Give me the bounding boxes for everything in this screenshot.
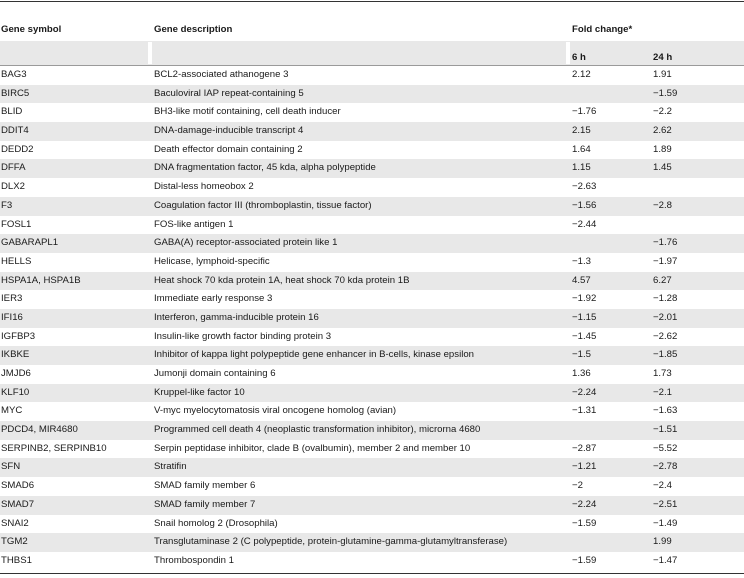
header-6h: 6 h <box>572 52 586 63</box>
fold-change-6h-cell: −2.87 <box>572 442 597 454</box>
fold-change-24h-cell: −2.78 <box>653 461 678 473</box>
header-gene-symbol: Gene symbol <box>1 24 62 35</box>
gene-symbol-cell: IGFBP3 <box>1 330 36 342</box>
fold-change-24h-cell: −2.62 <box>653 330 678 342</box>
fold-change-24h-cell: −2.4 <box>653 480 672 492</box>
gene-symbol-cell: DDIT4 <box>1 125 29 137</box>
gene-symbol-cell: BLID <box>1 106 23 118</box>
gene-symbol-cell: HSPA1A, HSPA1B <box>1 274 81 286</box>
gene-description-cell: V-myc myelocytomatosis viral oncogene homolog (avian) <box>154 405 397 417</box>
fold-change-24h-cell: −5.52 <box>653 442 678 454</box>
gene-symbol-cell: SFN <box>1 461 21 473</box>
gene-symbol-cell: DLX2 <box>1 181 25 193</box>
table-row <box>0 384 744 403</box>
fold-change-24h-cell: −1.85 <box>653 349 678 361</box>
gene-description-cell: Interferon, gamma-inducible protein 16 <box>154 311 319 323</box>
fold-change-6h-cell: −2.24 <box>572 386 597 398</box>
table-row <box>0 477 744 496</box>
gene-description-cell: Coagulation factor III (thromboplastin, tissue factor) <box>154 199 372 211</box>
fold-change-6h-cell: −1.59 <box>572 554 597 566</box>
table-row <box>0 458 744 477</box>
fold-change-24h-cell: 1.73 <box>653 368 672 379</box>
gene-symbol-cell: IKBKE <box>1 349 30 361</box>
gene-description-cell: Immediate early response 3 <box>154 293 273 305</box>
gene-description-cell: Stratifin <box>154 461 187 473</box>
table-body <box>0 66 744 571</box>
gene-symbol-cell: PDCD4, MIR4680 <box>1 424 78 436</box>
table-row <box>0 515 744 534</box>
gene-description-cell: Insulin-like growth factor binding protein 3 <box>154 330 332 342</box>
fold-change-6h-cell: −2.44 <box>572 218 597 230</box>
header-gene-description: Gene description <box>154 24 233 35</box>
gene-description-cell: Heat shock 70 kda protein 1A, heat shock 70 kda protein 1B <box>154 274 410 286</box>
fold-change-24h-cell: −1.49 <box>653 517 678 529</box>
fold-change-6h-cell: 1.15 <box>572 162 591 174</box>
fold-change-6h-cell: −1.21 <box>572 461 597 473</box>
header-fold-change: Fold change* <box>572 24 633 35</box>
gene-symbol-cell: THBS1 <box>1 554 32 566</box>
header-row-primary <box>0 24 744 41</box>
gene-description-cell: Helicase, lymphoid-specific <box>154 255 270 267</box>
gene-description-cell: Snail homolog 2 (Drosophila) <box>154 517 278 529</box>
fold-change-24h-cell: 1.89 <box>653 143 672 155</box>
header-24h: 24 h <box>653 52 673 63</box>
gene-symbol-cell: SMAD7 <box>1 498 35 510</box>
fold-change-24h-cell: −1.63 <box>653 405 678 417</box>
gene-description-cell: BH3-like motif containing, cell death inducer <box>154 106 341 118</box>
gene-symbol-cell: GABARAPL1 <box>1 237 59 249</box>
fold-change-24h-cell: 6.27 <box>653 274 672 286</box>
fold-change-24h-cell: −1.76 <box>653 237 678 249</box>
fold-change-24h-cell: −1.47 <box>653 554 678 566</box>
gene-symbol-cell: SERPINB2, SERPINB10 <box>1 442 107 454</box>
gene-description-cell: Inhibitor of kappa light polypeptide gene enhancer in B-cells, kinase epsilon <box>154 349 474 361</box>
gene-description-cell: Transglutaminase 2 (C polypeptide, protein-glutamine-gamma-glutamyltransferase) <box>154 536 508 548</box>
table-row <box>0 290 744 309</box>
gene-symbol-cell: FOSL1 <box>1 218 32 230</box>
table-row <box>0 141 744 160</box>
fold-change-6h-cell: −1.5 <box>572 349 591 361</box>
table-row <box>0 346 744 365</box>
gene-description-cell: Programmed cell death 4 (neoplastic transformation inhibitor), microrna 4680 <box>154 424 481 436</box>
gene-symbol-cell: BAG3 <box>1 69 27 80</box>
gene-description-cell: Serpin peptidase inhibitor, clade B (ovalbumin), member 2 and member 10 <box>154 442 471 454</box>
header-gap <box>566 42 570 64</box>
gene-description-cell: BCL2-associated athanogene 3 <box>154 69 289 80</box>
fold-change-24h-cell: −1.28 <box>653 293 678 305</box>
gene-description-cell: Kruppel-like factor 10 <box>154 386 245 398</box>
fold-change-6h-cell: −2 <box>572 480 583 492</box>
gene-description-cell: Distal-less homeobox 2 <box>154 181 254 193</box>
fold-change-6h-cell: −1.76 <box>572 106 597 118</box>
fold-change-6h-cell: −1.45 <box>572 330 597 342</box>
fold-change-6h-cell: −1.56 <box>572 199 597 211</box>
fold-change-6h-cell: −1.3 <box>572 255 591 267</box>
gene-description-cell: SMAD family member 7 <box>154 498 256 510</box>
gene-description-cell: Jumonji domain containing 6 <box>154 368 276 379</box>
fold-change-6h-cell: −1.31 <box>572 405 597 417</box>
fold-change-24h-cell: −2.8 <box>653 199 672 211</box>
gene-description-cell: Thrombospondin 1 <box>154 554 234 566</box>
top-rule <box>0 1 744 2</box>
gene-description-cell: Death effector domain containing 2 <box>154 143 303 155</box>
fold-change-6h-cell: −2.63 <box>572 181 597 193</box>
fold-change-24h-cell: −1.51 <box>653 424 678 436</box>
bottom-rule <box>0 573 744 574</box>
gene-symbol-cell: DFFA <box>1 162 26 174</box>
fold-change-6h-cell: 2.15 <box>572 125 591 137</box>
gene-symbol-cell: IFI16 <box>1 311 23 323</box>
fold-change-6h-cell: 1.64 <box>572 143 591 155</box>
fold-change-24h-cell: −2.51 <box>653 498 678 510</box>
gene-symbol-cell: IER3 <box>1 293 23 305</box>
gene-symbol-cell: SMAD6 <box>1 480 35 492</box>
gene-symbol-cell: F3 <box>1 199 13 211</box>
gene-symbol-cell: KLF10 <box>1 386 30 398</box>
fold-change-24h-cell: −2.1 <box>653 386 672 398</box>
gene-symbol-cell: SNAI2 <box>1 517 29 529</box>
table-row <box>0 365 744 384</box>
table-row <box>0 234 744 253</box>
gene-description-cell: GABA(A) receptor-associated protein like 1 <box>154 237 338 249</box>
header-row-secondary <box>0 41 744 66</box>
gene-symbol-cell: TGM2 <box>1 536 28 548</box>
table-row <box>0 402 744 421</box>
gene-description-cell: DNA-damage-inducible transcript 4 <box>154 125 304 137</box>
table-row <box>0 272 744 291</box>
table-row <box>0 309 744 328</box>
fold-change-24h-cell: −1.59 <box>653 87 678 99</box>
fold-change-6h-cell: −1.15 <box>572 311 597 323</box>
table-row <box>0 216 744 235</box>
gene-description-cell: DNA fragmentation factor, 45 kda, alpha polypeptide <box>154 162 376 174</box>
fold-change-24h-cell: −2.2 <box>653 106 672 118</box>
table-row <box>0 533 744 552</box>
fold-change-6h-cell: 2.12 <box>572 69 591 80</box>
fold-change-24h-cell: 1.99 <box>653 536 672 548</box>
table-row <box>0 159 744 178</box>
table-row <box>0 496 744 515</box>
table-row <box>0 328 744 347</box>
gene-symbol-cell: MYC <box>1 405 23 417</box>
gene-description-cell: FOS-like antigen 1 <box>154 218 234 230</box>
gene-description-cell: Baculoviral IAP repeat-containing 5 <box>154 87 304 99</box>
table-row <box>0 253 744 272</box>
fold-change-24h-cell: 2.62 <box>653 125 672 137</box>
table-row <box>0 552 744 571</box>
fold-change-24h-cell: −1.97 <box>653 255 678 267</box>
fold-change-6h-cell: 4.57 <box>572 274 591 286</box>
table-row <box>0 178 744 197</box>
table-row <box>0 197 744 216</box>
fold-change-6h-cell: 1.36 <box>572 368 591 379</box>
gene-symbol-cell: JMJD6 <box>1 368 31 379</box>
fold-change-24h-cell: 1.45 <box>653 162 672 174</box>
table-row <box>0 440 744 459</box>
fold-change-6h-cell: −2.24 <box>572 498 597 510</box>
table-row <box>0 421 744 440</box>
fold-change-24h-cell: −2.01 <box>653 311 678 323</box>
fold-change-6h-cell: −1.92 <box>572 293 597 305</box>
header-gap <box>148 42 152 64</box>
table-row <box>0 66 744 85</box>
fold-change-6h-cell: −1.59 <box>572 517 597 529</box>
table-row <box>0 103 744 122</box>
gene-symbol-cell: DEDD2 <box>1 143 34 155</box>
gene-description-cell: SMAD family member 6 <box>154 480 256 492</box>
fold-change-24h-cell: 1.91 <box>653 69 672 80</box>
table-row <box>0 85 744 104</box>
gene-symbol-cell: HELLS <box>1 255 32 267</box>
gene-symbol-cell: BIRC5 <box>1 87 30 99</box>
table-row <box>0 122 744 141</box>
